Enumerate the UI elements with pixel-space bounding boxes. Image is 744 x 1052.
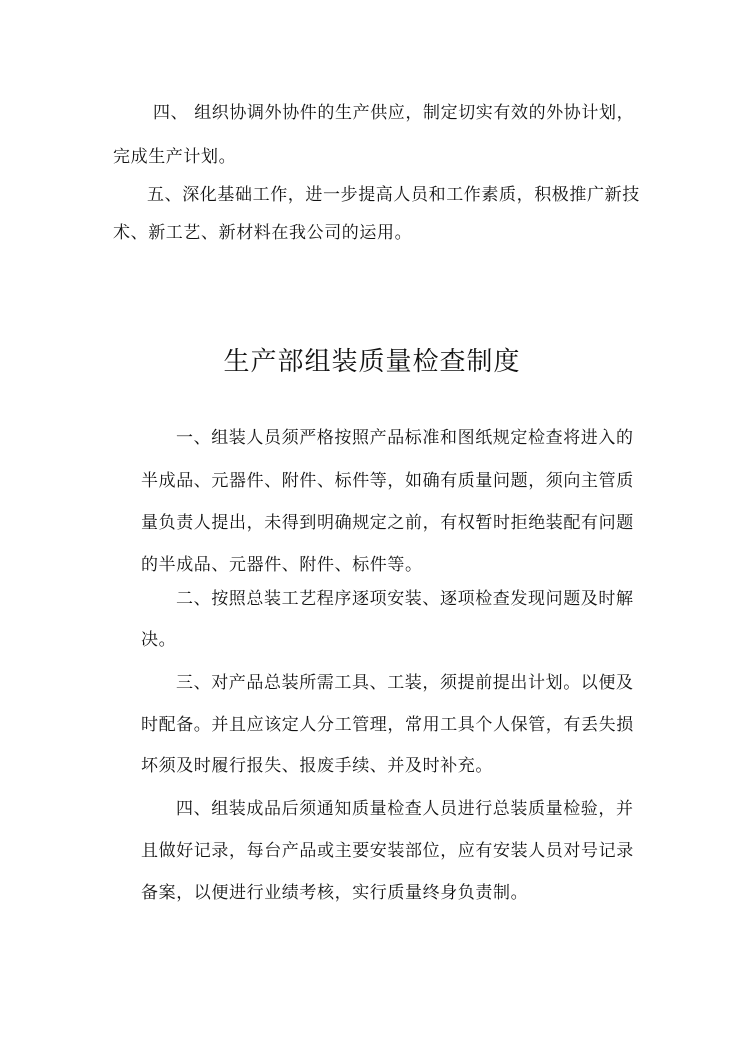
paragraph-line: 坏须及时履行报失、报废手续、并及时补充。 [141,756,493,776]
paragraph-line: 的半成品、元器件、附件、标件等。 [141,555,423,575]
paragraph-line: 四、 组织协调外协件的生产供应，制定切实有效的外协计划， [153,103,635,123]
paragraph-line: 备案，以便进行业绩考核，实行质量终身负责制。 [141,883,529,903]
document-title: 生产部组装质量检查制度 [223,347,521,377]
paragraph-line: 三、对产品总装所需工具、工装，须提前提出计划。以便及 [176,673,634,693]
paragraph-line: 二、按照总装工艺程序逐项安装、逐项检查发现问题及时解 [176,589,634,609]
paragraph-line: 半成品、元器件、附件、标件等，如确有质量问题，须向主管质 [141,471,634,491]
paragraph-item-5 [113,180,643,260]
paragraph-line: 一、组装人员须严格按照产品标准和图纸规定检查将进入的 [176,428,634,448]
paragraph-line: 术、新工艺、新材料在我公司的运用。 [113,223,413,243]
paragraph-line: 时配备。并且应该定人分工管理，常用工具个人保管，有丢失损 [141,715,634,735]
paragraph-line: 决。 [141,630,177,650]
paragraph-line: 完成生产计划。 [113,147,237,167]
paragraph-line: 四、组装成品后须通知质量检查人员进行总装质量检验，并 [176,799,634,819]
paragraph-line: 且做好记录，每台产品或主要安装部位，应有安装人员对号记录 [141,841,634,861]
regulation-item-1 [141,423,641,573]
paragraph-line: 五、深化基础工作，进一步提高人员和工作素质，积极推广新技 [147,185,640,205]
regulation-item-4 [141,794,641,904]
paragraph-line: 量负责人提出，未得到明确规定之前，有权暂时拒绝装配有问题 [141,513,634,533]
regulation-item-2 [141,584,641,654]
regulation-item-3 [141,668,641,778]
paragraph-item-4 [113,98,643,178]
